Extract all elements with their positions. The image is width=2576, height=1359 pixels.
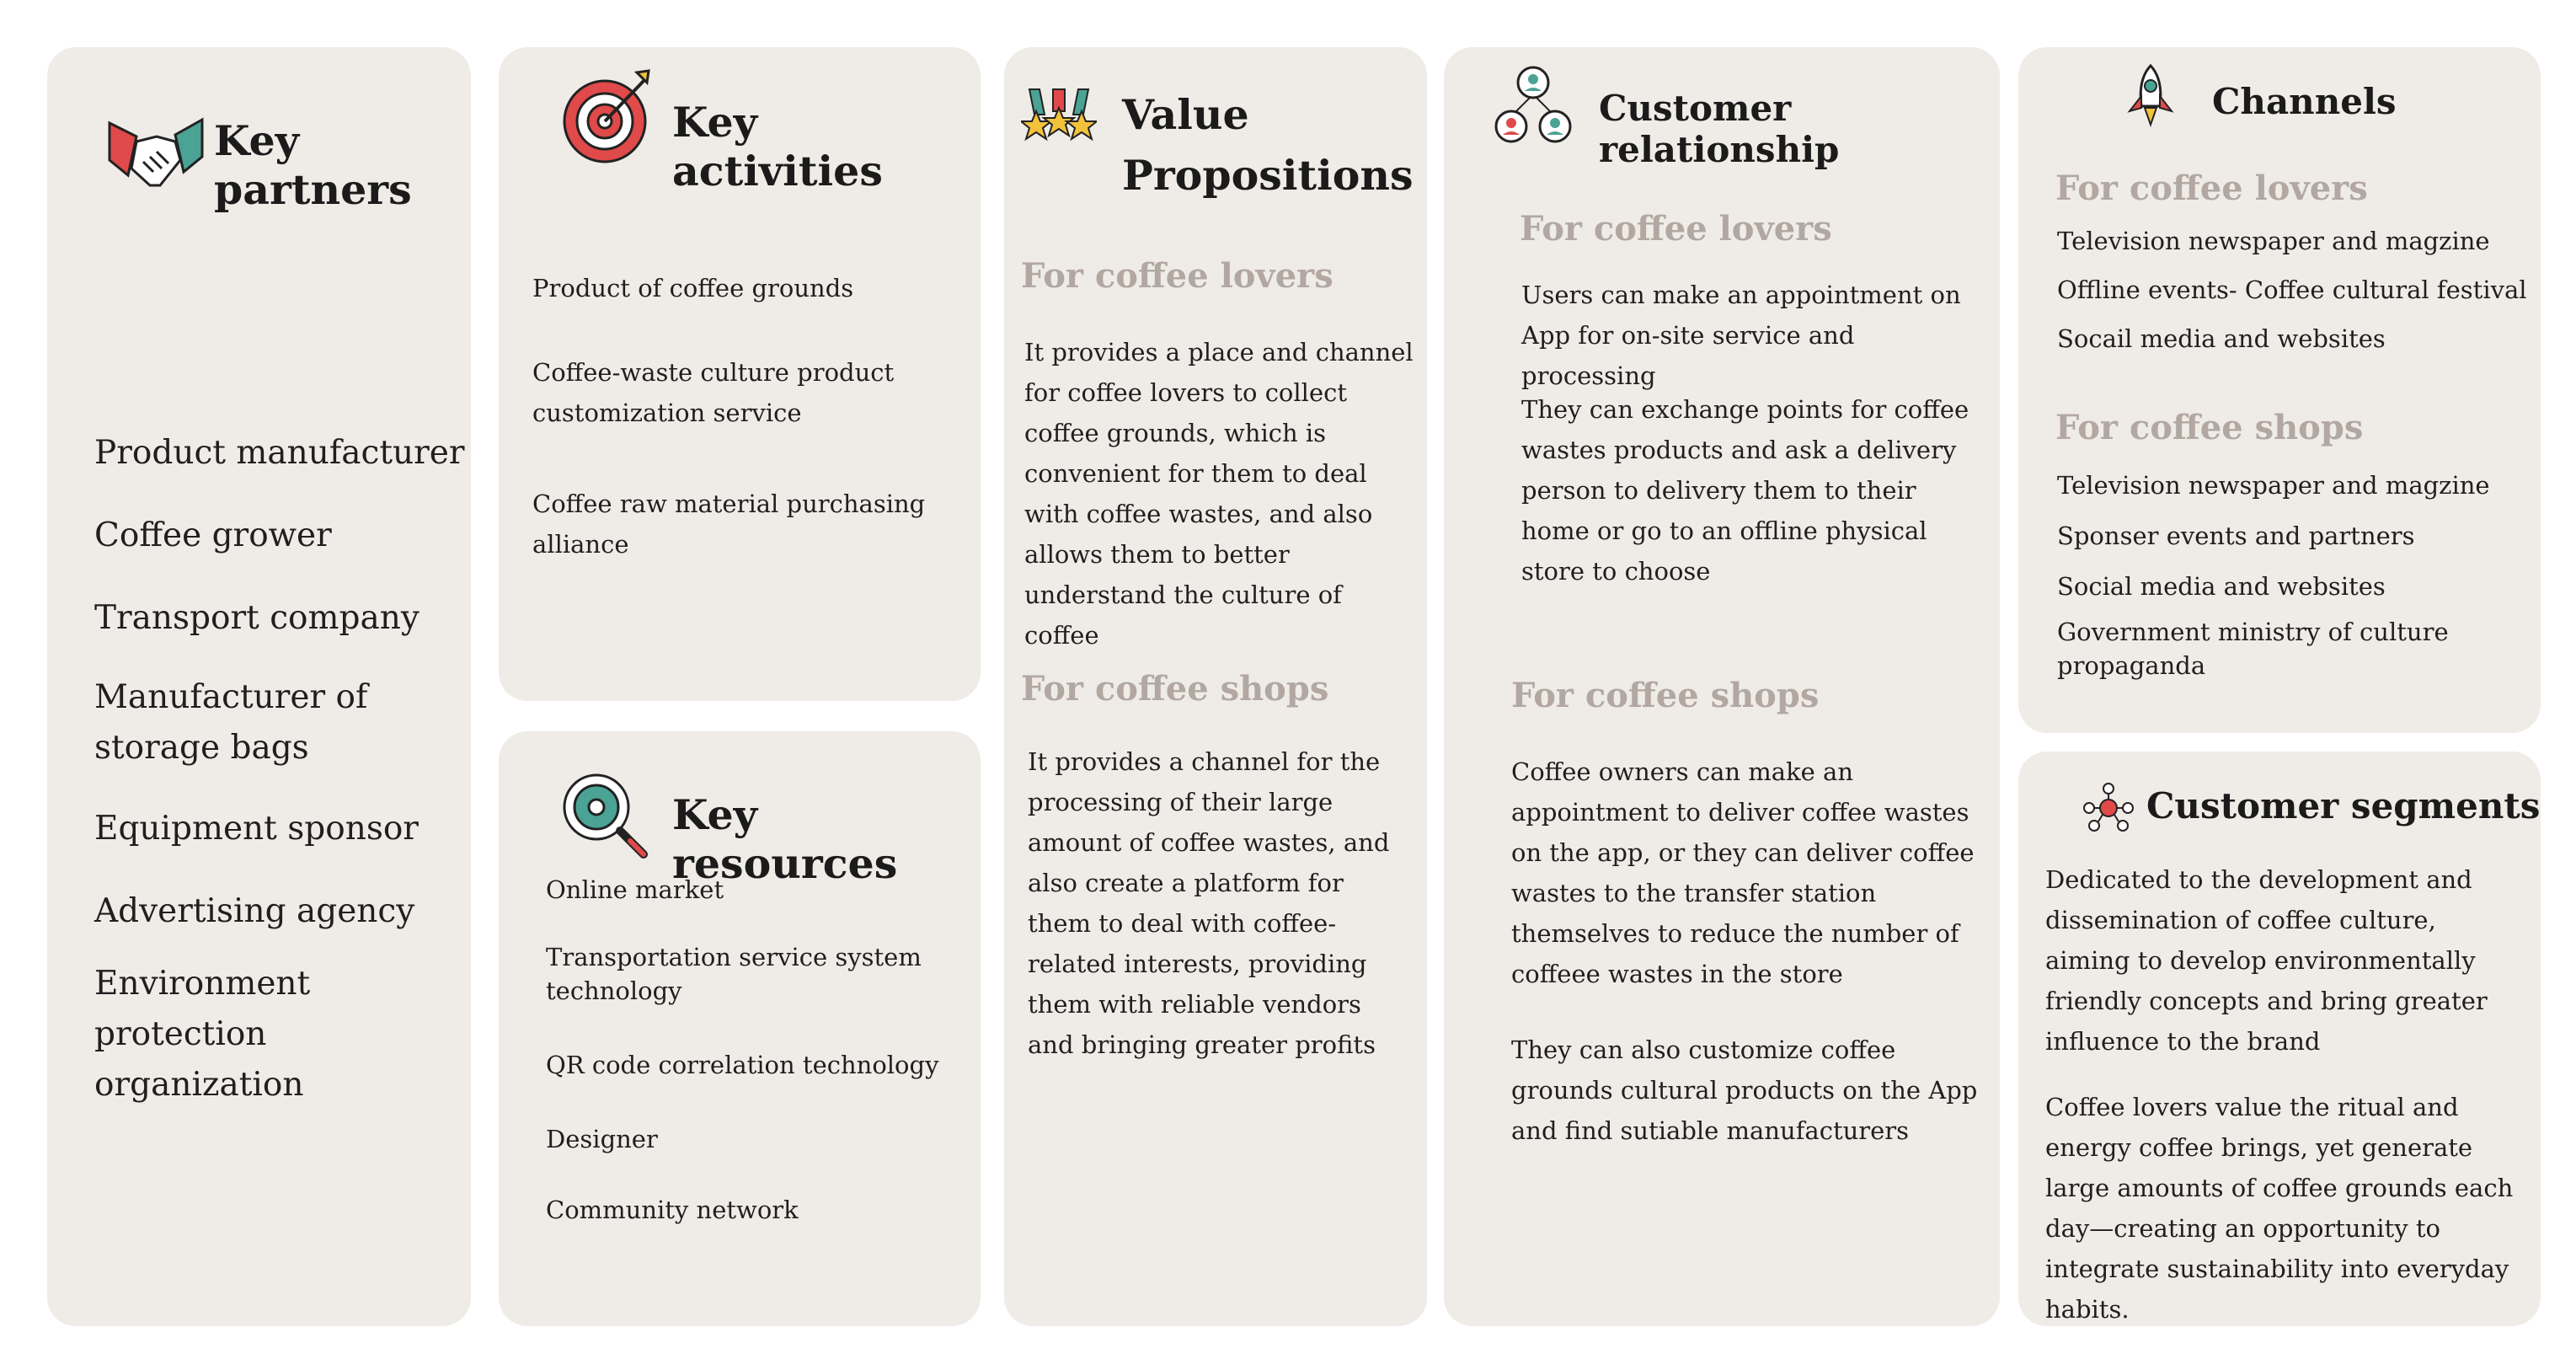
ch-lovers-heading: For coffee lovers: [2055, 169, 2368, 208]
channels-card: [2018, 47, 2541, 733]
medals-icon: [1021, 86, 1097, 152]
key-partners-card: [47, 47, 471, 1326]
vp-lovers-text: It provides a place and channel for coffee lovers to collect coffee grounds, which is convenient for them to deal with coffee wastes, and also allows them to better understand the culture of coffee: [1024, 338, 1414, 650]
key-resources-card: [499, 731, 981, 1326]
rocket-icon: [2123, 62, 2178, 130]
key-activities-card: [499, 47, 981, 701]
key-partners-title: Key partners: [214, 116, 412, 214]
magnifier-gear-icon: [559, 770, 652, 863]
activity-item: Coffee raw material purchasing alliance: [532, 490, 926, 559]
partner-item: Transport company: [94, 599, 420, 637]
user-group-icon: [2082, 782, 2135, 834]
vp-shops-heading: For coffee shops: [1021, 669, 1329, 709]
resource-item: QR code correlation technology: [546, 1051, 939, 1079]
value-propositions-card: [1004, 47, 1427, 1326]
key-activities-title: Key activities: [672, 98, 883, 195]
key-resources-title: Key resources: [672, 790, 898, 888]
cs-p2: Coffee lovers value the ritual and energy coffee brings, yet generate large amounts of coffee grounds each day—creating an opportunity to integrate sustainability into everyday habits.: [2045, 1093, 2514, 1324]
resource-item: Online market: [546, 875, 724, 904]
partner-item: Coffee grower: [94, 516, 332, 554]
channel-item: Socail media and websites: [2057, 324, 2386, 353]
channel-item: Offline events- Coffee cultural festival: [2057, 276, 2527, 304]
resource-item: Designer: [546, 1125, 658, 1153]
ch-shops-heading: For coffee shops: [2055, 408, 2364, 447]
partner-item: Manufacturer of storage bags: [94, 678, 368, 767]
partner-item: Equipment sponsor: [94, 810, 419, 848]
vp-lovers-heading: For coffee lovers: [1021, 256, 1333, 296]
handshake-icon: [106, 108, 206, 192]
customer-segments-card: [2018, 752, 2541, 1326]
cr-shops-p2: They can also customize coffee grounds cultural products on the App and find sutiable manufacturers: [1511, 1035, 1978, 1145]
cr-lovers-p1: Users can make an appointment on App for on-site service and processing: [1521, 281, 1961, 390]
target-icon: [561, 67, 655, 167]
partner-item: Environment protection organization: [94, 965, 311, 1104]
channels-title: Channels: [2212, 81, 2397, 122]
channel-item: Television newspaper and magzine: [2057, 227, 2490, 255]
customer-segments-title: Customer segments: [2146, 785, 2541, 827]
people-network-icon: [1494, 66, 1572, 147]
activity-item: Product of coffee grounds: [532, 274, 854, 302]
value-propositions-title: Value Propositions: [1122, 90, 1414, 200]
cr-shops-p1: Coffee owners can make an appointment to deliver coffee wastes on the app, or they can deliver coffee wastes to the transfer station themselves to reduce the number of coffeee wastes in the store: [1511, 757, 1975, 988]
channel-item: Television newspaper and magzine: [2057, 471, 2490, 500]
activity-item: Coffee-waste culture product customization service: [532, 358, 895, 427]
channel-item: Government ministry of culture propaganda: [2057, 618, 2449, 680]
partner-item: Product manufacturer: [94, 434, 465, 472]
vp-shops-text: It provides a channel for the processing of their large amount of coffee wastes, and also create a platform for them to deal with coffee-related interests, providing them with reliable vendors and bringing greater profits: [1028, 747, 1390, 1059]
customer-relationship-card: [1444, 47, 2000, 1326]
cr-lovers-p2: They can exchange points for coffee wastes products and ask a delivery person to delivery them to their home or go to an offline physical store to choose: [1521, 395, 1969, 586]
cr-lovers-heading: For coffee lovers: [1520, 209, 1832, 249]
cr-shops-heading: For coffee shops: [1511, 676, 1820, 715]
channel-item: Social media and websites: [2057, 572, 2386, 601]
resource-item: Community network: [546, 1196, 799, 1224]
customer-relationship-title: Customer relationship: [1599, 88, 1840, 170]
partner-item: Advertising agency: [94, 892, 415, 930]
resource-item: Transportation service system technology: [546, 943, 922, 1005]
channel-item: Sponser events and partners: [2057, 522, 2415, 550]
cs-p1: Dedicated to the development and dissemination of coffee culture, aiming to develop environmentally friendly concepts and bring greater influence to the brand: [2045, 865, 2488, 1056]
